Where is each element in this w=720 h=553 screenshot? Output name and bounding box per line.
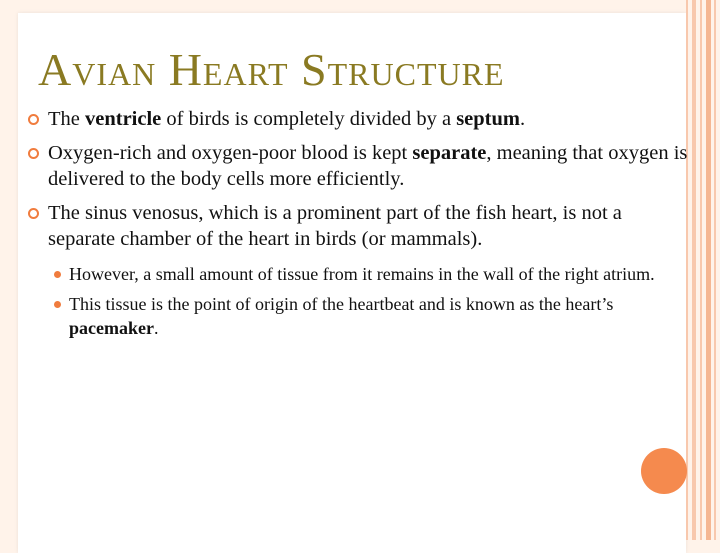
sub-bullet-text: However, a small amount of tissue from it remains in the wall of the right atrium. <box>69 264 655 284</box>
sub-bullet-text: This tissue is the point of origin of the heartbeat and is known as the heart’s <box>69 294 614 314</box>
bullet-item-separate <box>26 140 690 192</box>
sub-bullet-text: . <box>153 318 159 338</box>
decorative-stripe <box>692 0 696 540</box>
bold-term-separate: separate <box>412 142 487 164</box>
decorative-stripe <box>700 0 702 540</box>
bullet-text: The sinus venosus, which is a prominent part of the fish heart, is not a separate chamber of the heart in birds (or mammals). <box>48 202 622 250</box>
dot-bullet-icon <box>54 271 61 278</box>
bullet-text: The <box>48 108 85 130</box>
bullet-item-sinus-venosus <box>26 200 690 340</box>
bullet-text: , meaning that oxygen is delivered to the body cells more efficiently. <box>48 142 688 190</box>
sub-bullet-list <box>48 262 690 340</box>
bold-term-pacemaker: pacemaker <box>69 318 154 338</box>
circle-bullet-icon <box>28 208 39 219</box>
bullet-list <box>26 106 690 340</box>
bullet-text: Oxygen-rich and oxygen-poor blood is kept <box>48 142 413 164</box>
sub-bullet-item-tissue <box>48 262 690 286</box>
bold-term-ventricle: ventricle <box>85 108 162 130</box>
circle-bullet-icon <box>28 148 39 159</box>
decorative-stripe <box>714 0 716 540</box>
bullet-text: of birds is completely divided by a <box>161 108 457 130</box>
decorative-stripe <box>706 0 711 540</box>
circle-bullet-icon <box>28 114 39 125</box>
bullet-text: . <box>519 108 526 130</box>
slide-title: Avian Heart Structure <box>38 44 505 95</box>
bullet-item-ventricle <box>26 106 690 132</box>
slide-body <box>26 106 690 348</box>
bold-term-septum: septum <box>456 108 520 130</box>
sub-bullet-item-pacemaker <box>48 292 690 340</box>
decorative-circle-icon <box>641 448 687 494</box>
dot-bullet-icon <box>54 301 61 308</box>
